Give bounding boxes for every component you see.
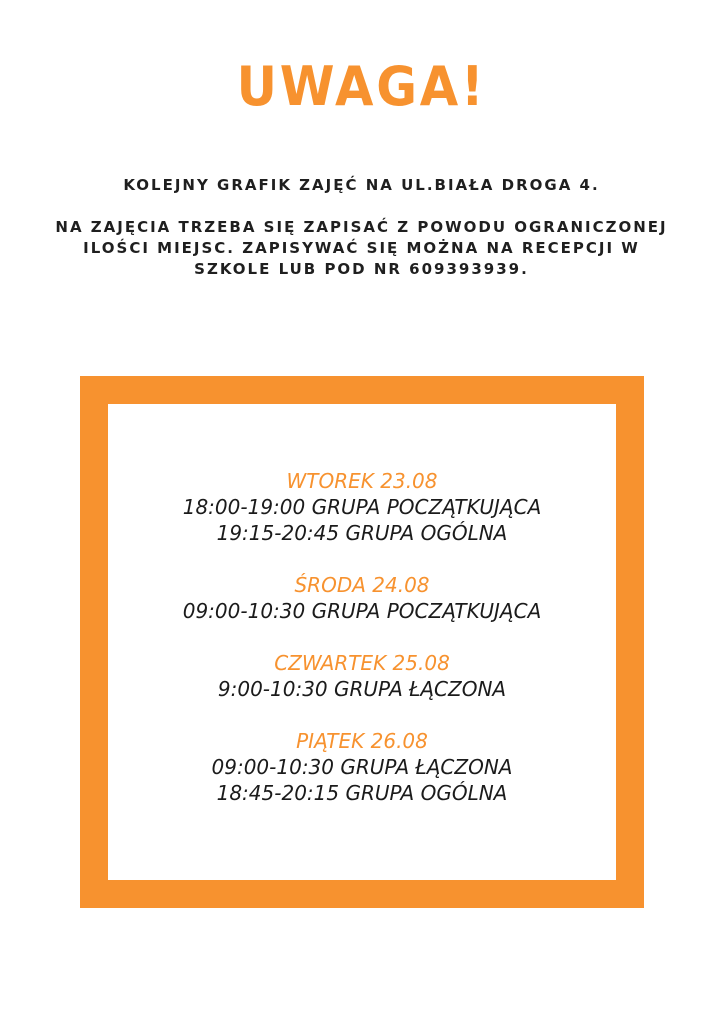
intro-line-address: KOLEJNY GRAFIK ZAJĘĆ NA UL.BIAŁA DROGA 4. [123,176,600,194]
day-name: ŚRODA 24.08 [294,573,430,597]
schedule-day [108,650,616,702]
schedule-day [108,728,616,806]
day-name: WTOREK 23.08 [286,469,438,493]
schedule-list [108,468,616,832]
intro-line: NA ZAJĘCIA TRZEBA SIĘ ZAPISAĆ Z POWODU OGRANICZONEJ [55,218,668,236]
session-line: 19:15-20:45 GRUPA OGÓLNA [216,521,508,545]
schedule-frame [80,376,644,908]
intro-line: SZKOLE LUB POD NR 609393939. [194,260,529,278]
day-name: PIĄTEK 26.08 [296,729,428,753]
session-line: 18:45-20:15 GRUPA OGÓLNA [216,781,508,805]
schedule-day [108,468,616,546]
intro-text [0,175,723,280]
session-line: 09:00-10:30 GRUPA ŁĄCZONA [211,755,513,779]
intro-paragraph [0,217,723,280]
schedule-day [108,572,616,624]
session-line: 09:00-10:30 GRUPA POCZĄTKUJĄCA [182,599,542,623]
session-line: 9:00-10:30 GRUPA ŁĄCZONA [217,677,507,701]
session-line: 18:00-19:00 GRUPA POCZĄTKUJĄCA [182,495,542,519]
intro-line: ILOŚCI MIEJSC. ZAPISYWAĆ SIĘ MOŻNA NA RECEPCJI W [83,239,640,257]
page-title: UWAGA! [236,55,487,118]
day-name: CZWARTEK 25.08 [274,651,450,675]
